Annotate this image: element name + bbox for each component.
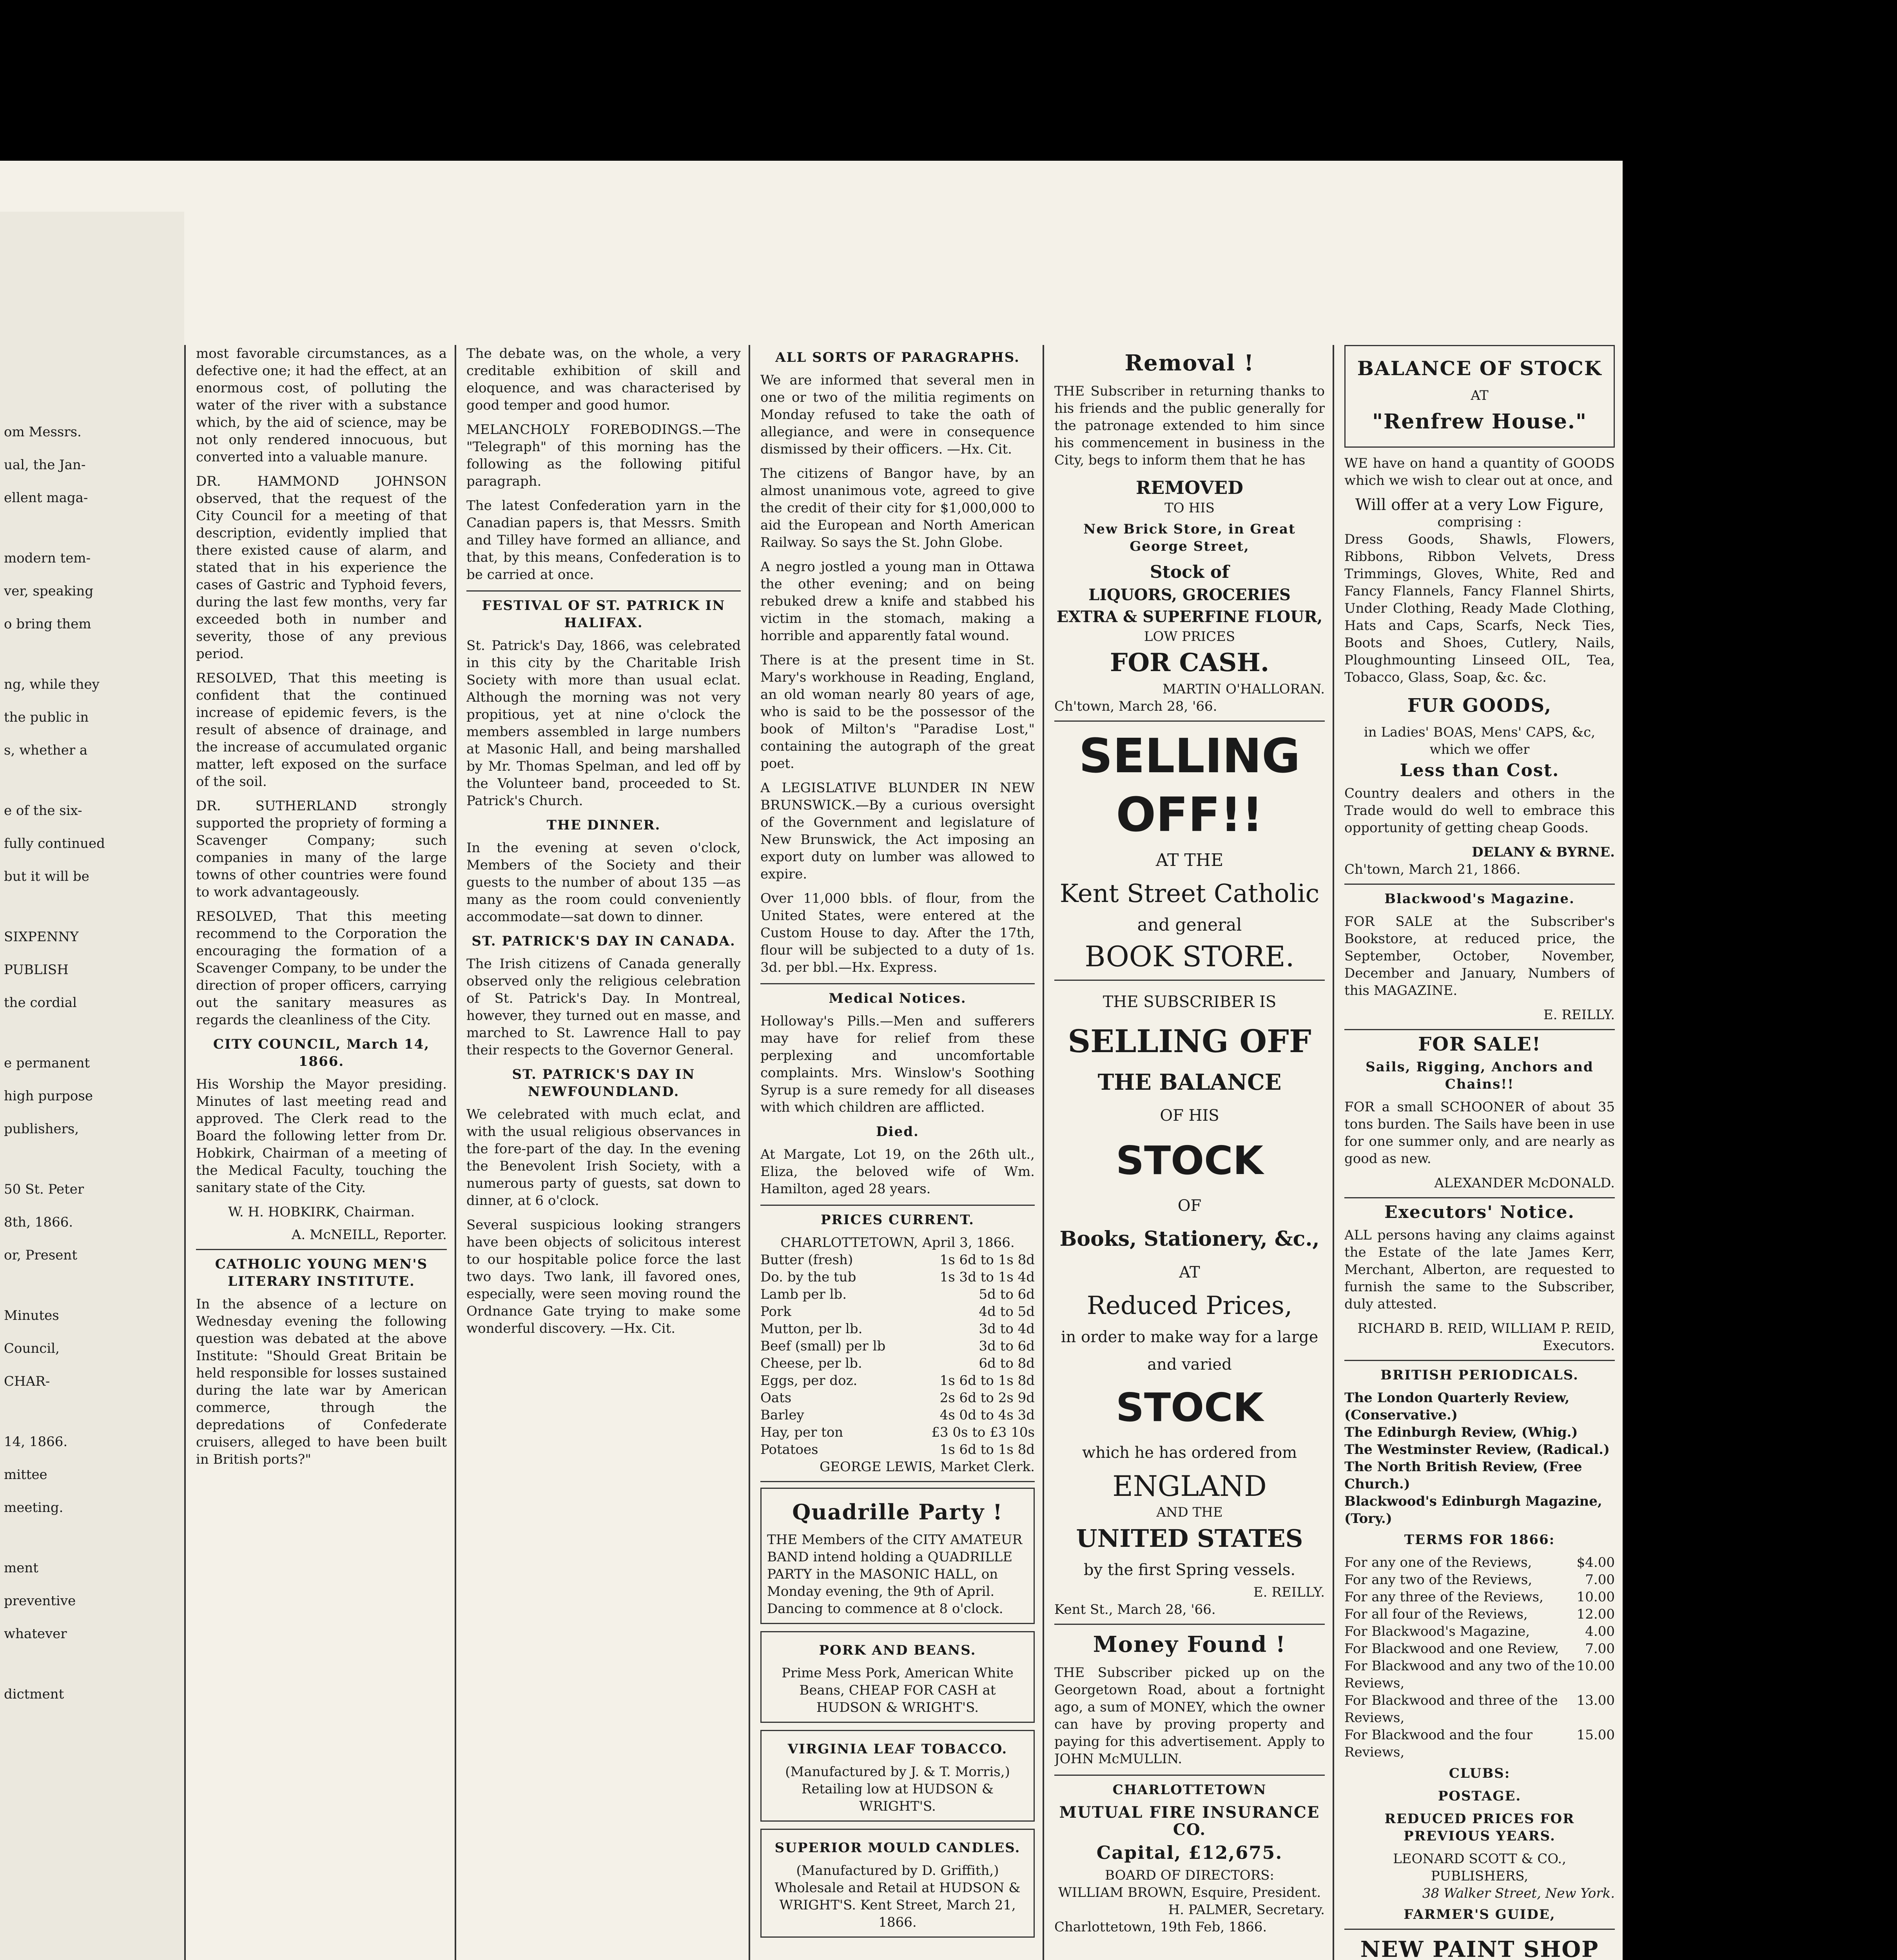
fragment-line: but it will be: [4, 869, 89, 884]
balance-title: BALANCE OF STOCK: [1357, 357, 1602, 380]
scott-address: 38 Walker Street, New York.: [1422, 1886, 1615, 1901]
newfoundland-heading: ST. PATRICK'S DAY IN NEWFOUNDLAND.: [512, 1067, 695, 1100]
selling-off-headline: SELLING OFF!!: [1079, 729, 1300, 842]
price-row: [760, 1441, 1035, 1458]
terms-table: [1344, 1554, 1615, 1761]
balance-at: AT: [1471, 388, 1489, 403]
of: OF: [1177, 1197, 1202, 1215]
executors-text: ALL persons having any claims against the Estate of the late James Kerr, Merchant, Alberton, are requested to furnish the same to the Subscriber, duly attested.: [1344, 1227, 1615, 1312]
medical-heading: Medical Notices.: [829, 991, 967, 1006]
and-general: and general: [1137, 915, 1242, 935]
price-row: [760, 1286, 1035, 1303]
terms-row: [1344, 1640, 1615, 1657]
insurance-board: BOARD OF DIRECTORS:: [1104, 1867, 1274, 1883]
terms-row: [1344, 1726, 1615, 1761]
paragraph: The latest Confederation yarn in the Canadian papers is, that Messrs. Smith and Tilley have formed an alliance, and that, by this means, Confederation is to be carried at once.: [466, 498, 741, 583]
fragment-line: om Messrs.: [4, 424, 82, 440]
insurance-title: MUTUAL FIRE INSURANCE CO.: [1059, 1803, 1320, 1839]
fragment-line: 14, 1866.: [4, 1434, 68, 1450]
fragment-line: fully continued: [4, 836, 105, 851]
column-adverts-right: [1344, 345, 1615, 1960]
divider: [1054, 1775, 1325, 1776]
price-value: 4d to 5d: [979, 1304, 1035, 1319]
newfoundland-text: We celebrated with much eclat, and with the usual religious observances in the fore-part of the day. In the evening the Benevolent Irish Society, with a numerous party of guests, sat down to dinner, at 6 o'clock.: [466, 1107, 741, 1209]
paragraph: We are informed that several men in one or two of the militia regiments on Monday refused to take the oath of allegiance, and were in consequence dismissed by their officers. —Hx. Cit.: [760, 372, 1035, 457]
divider: [1344, 1360, 1615, 1361]
terms-price: $4.00: [1576, 1555, 1615, 1570]
paragraph: DR. SUTHERLAND strongly supported the propriety of forming a Scavenger Company; such companies in many of the large towns of other countries were found to work advantageously.: [196, 798, 447, 900]
paragraph: DR. HAMMOND JOHNSON observed, that the request of the City Council for a meeting of that description, evidently implied that there existed cause of alarm, and stated that in his experience the cases of Gastric and Typhoid fevers, during the last few months, very far exceeded both in number and severity, those of any previous period.: [196, 474, 447, 662]
paragraph: There is at the present time in St. Mary's workhouse in Reading, England, an old woman nearly 80 years of age, who is said to be the possessor of the book of Milton's "Paradise Lost," containing the autograph of the great poet.: [760, 652, 1035, 771]
insurance-secretary: H. PALMER, Secretary.: [1168, 1902, 1325, 1918]
fragment-line: CHAR-: [4, 1374, 50, 1389]
farmers-guide: FARMER'S GUIDE,: [1404, 1907, 1556, 1922]
price-value: 1s 3d to 1s 4d: [939, 1269, 1035, 1285]
fragment-line: o bring them: [4, 616, 91, 632]
fragment-line: ng, while they: [4, 677, 100, 692]
spring: by the first Spring vessels.: [1083, 1561, 1296, 1579]
price-row: [760, 1338, 1035, 1355]
column-sanitary: [196, 345, 447, 1475]
divider: [1054, 980, 1325, 981]
price-item: Cheese, per lb.: [760, 1356, 862, 1371]
divider: [1054, 1624, 1325, 1625]
divider: [1344, 1929, 1615, 1930]
price-item: Do. by the tub: [760, 1269, 856, 1285]
divider: [760, 983, 1035, 984]
terms-row: [1344, 1623, 1615, 1640]
fragment-line: 8th, 1866.: [4, 1214, 73, 1230]
offer: Will offer at a very Low Figure,: [1355, 496, 1604, 514]
fragment-line: e of the six-: [4, 803, 82, 818]
price-item: Lamb per lb.: [760, 1287, 847, 1302]
furs-text: in Ladies' BOAS, Mens' CAPS, &c, which we offer: [1364, 724, 1596, 757]
divider: [1344, 1029, 1615, 1030]
paint-title: NEW PAINT SHOP: [1360, 1936, 1599, 1960]
removal-date: Ch'town, March 28, '66.: [1054, 699, 1217, 714]
divider: [1344, 1197, 1615, 1198]
fragment-line: meeting.: [4, 1500, 63, 1515]
removal-signature: MARTIN O'HALLORAN.: [1162, 681, 1325, 697]
terms-row: [1344, 1571, 1615, 1588]
stock-of: Stock of: [1150, 562, 1230, 582]
terms-price: 7.00: [1585, 1641, 1615, 1657]
fragment-line: the public in: [4, 710, 89, 725]
paragraph: MELANCHOLY FOREBODINGS.—The "Telegraph" of this morning has the following as the following pitiful paragraph.: [466, 422, 741, 489]
fragment-line: publishers,: [4, 1121, 79, 1137]
quadrille-title: Quadrille Party !: [792, 1499, 1003, 1524]
terms-label: For Blackwood and three of the Reviews,: [1344, 1693, 1558, 1726]
make-way: in order to make way for a large: [1061, 1328, 1318, 1346]
and-the: AND THE: [1156, 1504, 1223, 1520]
terms-row: [1344, 1588, 1615, 1606]
terms-row: [1344, 1657, 1615, 1692]
stock-headline-2: STOCK: [1115, 1385, 1264, 1430]
prices-subheading: CHARLOTTETOWN, April 3, 1866.: [780, 1235, 1015, 1250]
of-his: OF HIS: [1160, 1107, 1219, 1125]
council-text: His Worship the Mayor presiding. Minutes of last meeting read and approved. The Clerk read to the Board the following letter from Dr. Hobkirk, Chairman of a meeting of the Medical Faculty, touching the sanitary state of the City.: [196, 1076, 447, 1196]
terms-price: 4.00: [1585, 1624, 1615, 1639]
fragment-line: high purpose: [4, 1088, 93, 1104]
festival-heading: FESTIVAL OF ST. PATRICK IN HALIFAX.: [482, 598, 725, 631]
canada-heading: ST. PATRICK'S DAY IN CANADA.: [472, 933, 736, 949]
fragment-line: Council,: [4, 1341, 60, 1356]
column-fragments: [4, 423, 176, 1719]
candles-title: SUPERIOR MOULD CANDLES.: [774, 1840, 1021, 1856]
terms-row: [1344, 1554, 1615, 1571]
divider: [1344, 884, 1615, 885]
reilly-signature: E. REILLY.: [1253, 1584, 1325, 1600]
price-item: Oats: [760, 1390, 792, 1406]
insurance-town: CHARLOTTETOWN: [1112, 1782, 1267, 1798]
price-item: Beef (small) per lb: [760, 1338, 886, 1354]
reduced: Reduced Prices,: [1086, 1291, 1293, 1320]
price-row: [760, 1406, 1035, 1424]
fragment-line: Minutes: [4, 1308, 59, 1323]
periodical-item: The North British Review, (Free Church.): [1344, 1459, 1582, 1492]
low-prices: LOW PRICES: [1144, 629, 1235, 644]
executors-signature: RICHARD B. REID, WILLIAM P. REID, Executors.: [1357, 1321, 1615, 1354]
balance-text: WE have on hand a quantity of GOODS which we wish to clear out at once, and: [1344, 456, 1615, 488]
ordered: which he has ordered from: [1082, 1444, 1297, 1462]
terms-label: For Blackwood's Magazine,: [1344, 1624, 1530, 1639]
paragraph: RESOLVED, That this meeting is confident that the continued increase of epidemic fevers, is the result of absence of drainage, and the increase of accumulated organic matter, left exposed on the surface of the soil.: [196, 670, 447, 789]
terms-label: For Blackwood and the four Reviews,: [1344, 1727, 1533, 1760]
column-rule: [749, 345, 750, 1960]
money-title: Money Found !: [1093, 1632, 1286, 1657]
price-row: [760, 1269, 1035, 1286]
kent-street: Kent Street Catholic: [1059, 879, 1320, 908]
price-row: [760, 1372, 1035, 1389]
price-row: [760, 1303, 1035, 1320]
column-rule: [1043, 345, 1044, 1960]
periodicals-list: [1344, 1389, 1615, 1527]
periodical-item: The Edinburgh Review, (Whig.): [1344, 1425, 1578, 1440]
terms-row: [1344, 1692, 1615, 1726]
medical-text: Holloway's Pills.—Men and sufferers may have for relief from these perplexing and uncomfortable complaints. Mrs. Winslow's Soothing Syrup is a sure remedy for all diseases with which children are afflicted.: [760, 1013, 1035, 1115]
column-rule: [1333, 345, 1334, 1960]
price-item: Eggs, per doz.: [760, 1373, 858, 1388]
terms-price: 15.00: [1576, 1727, 1615, 1743]
pork-title: PORK AND BEANS.: [819, 1642, 976, 1658]
blackwood-text: FOR SALE at the Subscriber's Bookstore, at reduced price, the September, October, November, December and January, Numbers of this MAGAZINE.: [1344, 914, 1615, 998]
pork-ad: [760, 1631, 1035, 1723]
institute-heading: CATHOLIC YOUNG MEN'S LITERARY INSTITUTE.: [215, 1256, 428, 1289]
divider: [1054, 720, 1325, 722]
new-store: New Brick Store, in Great George Street,: [1083, 521, 1296, 554]
divider: [760, 1481, 1035, 1482]
terms-price: 7.00: [1585, 1572, 1615, 1588]
price-item: Potatoes: [760, 1442, 818, 1457]
paragraphs-heading: ALL SORTS OF PARAGRAPHS.: [775, 350, 1020, 365]
goods-list: Dress Goods, Shawls, Flowers, Ribbons, Ribbon Velvets, Dress Trimmings, Gloves, White, Red and Fancy Flannels, Fancy Flannel Shirts, Under Clothing, Ready Made Clothing, Hats and Caps, Scarfs, Neck Ties, Boots and Shoes, Cutlery, Nails, Ploughmounting Linseed OIL, Tea, Tobacco, Glass, Soap, &c. &c.: [1344, 532, 1615, 685]
price-value: 2s 6d to 2s 9d: [939, 1390, 1035, 1406]
column-st-patrick: [466, 345, 741, 1344]
postage-heading: POSTAGE.: [1438, 1788, 1522, 1804]
price-row: [760, 1251, 1035, 1269]
fragment-line: or, Present: [4, 1247, 77, 1263]
removal-title: Removal !: [1124, 350, 1255, 376]
institute-text: In the absence of a lecture on Wednesday evening the following question was debated at the above Institute: "Should Great Britain be held responsible for losses sustained during the late war by American commerce, through the depredations of Confederate cruisers, alleged to have been built in British ports?": [196, 1296, 447, 1467]
paragraph: The debate was, on the whole, a very creditable exhibition of skill and eloquence, and was characterised by good temper and good humor.: [466, 346, 741, 413]
periodical-item: Blackwood's Edinburgh Magazine, (Tory.): [1344, 1494, 1602, 1526]
reporter: A. McNEILL, Reporter.: [291, 1227, 447, 1243]
quadrille-ad: [760, 1488, 1035, 1624]
insurance-capital: Capital, £12,675.: [1096, 1842, 1283, 1863]
books: Books, Stationery, &c.,: [1059, 1227, 1320, 1251]
price-item: Butter (fresh): [760, 1252, 853, 1268]
furs-title: FUR GOODS,: [1407, 695, 1552, 717]
at-the: AT THE: [1155, 850, 1224, 870]
delany-signature: DELANY & BYRNE.: [1472, 844, 1615, 860]
dinner-heading: THE DINNER.: [546, 817, 661, 833]
price-value: 5d to 6d: [979, 1287, 1035, 1302]
removed: REMOVED: [1135, 477, 1244, 498]
terms-price: 10.00: [1576, 1589, 1615, 1605]
canada-text: The Irish citizens of Canada generally observed only the religious celebration of St. Patrick's Day. In Montreal, however, they turned out en masse, and marched to St. Lawrence Hall to pay their respects to the Governor General.: [466, 956, 741, 1058]
reduced-heading: REDUCED PRICES FOR PREVIOUS YEARS.: [1384, 1811, 1575, 1844]
terms-price: 13.00: [1576, 1693, 1615, 1708]
prices-table: [760, 1251, 1035, 1458]
council-heading: CITY COUNCIL, March 14, 1866.: [213, 1036, 430, 1069]
column-rule: [184, 345, 186, 1960]
price-row: [760, 1389, 1035, 1406]
price-item: Barley: [760, 1407, 804, 1423]
fragment-line: PUBLISH: [4, 962, 69, 978]
column-paragraphs: [760, 345, 1035, 1945]
fragment-line: ver, speaking: [4, 583, 94, 599]
blackwood-signature: E. REILLY.: [1543, 1007, 1615, 1023]
pork-text: Prime Mess Pork, American White Beans, CHEAP FOR CASH at HUDSON & WRIGHT'S.: [782, 1665, 1014, 1715]
fragment-line: 50 St. Peter: [4, 1181, 84, 1197]
terms-price: 10.00: [1576, 1658, 1615, 1674]
selling-off: SELLING OFF: [1068, 1023, 1311, 1060]
signature: W. H. HOBKIRK, Chairman.: [228, 1204, 415, 1220]
fragment-line: mittee: [4, 1467, 47, 1483]
fragment-line: ment: [4, 1560, 38, 1576]
delany-date: Ch'town, March 21, 1866.: [1344, 862, 1521, 877]
price-row: [760, 1355, 1035, 1372]
prices-heading: PRICES CURRENT.: [820, 1212, 975, 1228]
price-value: 1s 6d to 1s 8d: [939, 1442, 1035, 1457]
scott-publishers: LEONARD SCOTT & CO., PUBLISHERS,: [1393, 1851, 1566, 1884]
insurance-president: WILLIAM BROWN, Esquire, President.: [1058, 1885, 1321, 1900]
subscriber: THE SUBSCRIBER IS: [1103, 993, 1277, 1011]
terms-price: 12.00: [1576, 1606, 1615, 1622]
the-balance: THE BALANCE: [1097, 1069, 1282, 1095]
prices-signature: GEORGE LEWIS, Market Clerk.: [820, 1459, 1035, 1475]
price-value: £3 0s to £3 10s: [931, 1425, 1035, 1440]
terms-label: For any three of the Reviews,: [1344, 1589, 1543, 1605]
book-store: BOOK STORE.: [1085, 940, 1295, 973]
liquors: LIQUORS, GROCERIES: [1088, 586, 1291, 604]
renfrew-house: "Renfrew House.": [1372, 410, 1587, 434]
for-cash: FOR CASH.: [1110, 648, 1270, 677]
sale-title: FOR SALE!: [1418, 1033, 1541, 1055]
price-value: 4s 0d to 4s 3d: [939, 1407, 1035, 1423]
price-item: Hay, per ton: [760, 1425, 843, 1440]
closing-text: Several suspicious looking strangers have been objects of solicitous interest to our hospitable police force the last two days. Two lank, ill favored ones, especially, were seen moving round the Ordnance Gate trying to make some wonderful discovery. —Hx. Cit.: [466, 1217, 741, 1336]
sale-signature: ALEXANDER McDONALD.: [1434, 1175, 1615, 1191]
fragment-line: preventive: [4, 1593, 76, 1609]
paragraph: The citizens of Bangor have, by an almost unanimous vote, agreed to give the credit of their city for $1,000,000 to aid the European and North American Railway. So says the St. John Globe.: [760, 466, 1035, 550]
price-row: [760, 1320, 1035, 1338]
paragraph: Over 11,000 bbls. of flour, from the United States, were entered at the Custom House to day. After the 17th, flour will be subjected to a duty of 1s. 3d. per bbl.—Hx. Express.: [760, 891, 1035, 975]
fragment-line: SIXPENNY: [4, 929, 79, 945]
divider: [196, 1249, 447, 1250]
terms-label: For any two of the Reviews,: [1344, 1572, 1532, 1588]
candles-text: (Manufactured by D. Griffith,) Wholesale and Retail at HUDSON & WRIGHT'S. Kent Street, March 21, 1866.: [774, 1863, 1021, 1930]
virginia-title: VIRGINIA LEAF TOBACCO.: [787, 1741, 1008, 1757]
kent-date: Kent St., March 28, '66.: [1054, 1602, 1216, 1617]
price-item: Mutton, per lb.: [760, 1321, 863, 1337]
terms-label: For any one of the Reviews,: [1344, 1555, 1532, 1570]
paragraph: most favorable circumstances, as a defective one; it had the effect, at an enormous cost, of polluting the water of the river with a substance which, by the aid of science, may be not only rendered innocuous, but converted into a valuable manure.: [196, 346, 447, 465]
united-states: UNITED STATES: [1076, 1524, 1303, 1553]
at: AT: [1179, 1263, 1200, 1281]
died-heading: Died.: [876, 1124, 919, 1140]
virginia-ad: [760, 1730, 1035, 1822]
column-rule: [455, 345, 456, 1960]
fragment-line: whatever: [4, 1626, 67, 1642]
quadrille-text: THE Members of the CITY AMATEUR BAND intend holding a QUADRILLE PARTY in the MASONIC HALL, on Monday evening, the 9th of April. Dancing to commence at 8 o'clock.: [767, 1532, 1023, 1617]
price-value: 6d to 8d: [979, 1356, 1035, 1371]
stock-headline: STOCK: [1115, 1138, 1264, 1183]
terms-label: For Blackwood and one Review,: [1344, 1641, 1559, 1657]
price-value: 1s 6d to 1s 8d: [939, 1252, 1035, 1268]
paragraph: RESOLVED, That this meeting recommend to the Corporation the encouraging the formation of a Scavenger Company, to be under the direction of proper officers, carrying out the sanitary measures as regards the cleanliness of the City.: [196, 909, 447, 1028]
flour: EXTRA & SUPERFINE FLOUR,: [1056, 608, 1323, 626]
divider: [466, 590, 741, 592]
fragment-line: s, whether a: [4, 742, 88, 758]
country-text: Country dealers and others in the Trade would do well to embrace this opportunity of getting cheap Goods.: [1344, 786, 1615, 836]
sale-subtitle: Sails, Rigging, Anchors and Chains!!: [1366, 1059, 1594, 1092]
clubs-heading: CLUBS:: [1449, 1766, 1511, 1781]
paragraph: A LEGISLATIVE BLUNDER IN NEW BRUNSWICK.—By a curious oversight of the Government and legislature of New Brunswick, the Act imposing an export duty on lumber was allowed to expire.: [760, 780, 1035, 882]
terms-title: TERMS FOR 1866:: [1404, 1532, 1555, 1548]
varied: and varied: [1147, 1356, 1232, 1374]
periodical-item: The Westminster Review, (Radical.): [1344, 1442, 1610, 1457]
died-text: At Margate, Lot 19, on the 26th ult., Eliza, the beloved wife of Wm. Hamilton, aged 28 years.: [760, 1147, 1035, 1197]
divider: [760, 1205, 1035, 1206]
fragment-line: ual, the Jan-: [4, 457, 86, 473]
comprising: comprising :: [1437, 514, 1522, 530]
price-value: 3d to 4d: [979, 1321, 1035, 1337]
executors-title: Executors' Notice.: [1384, 1202, 1575, 1222]
price-item: Pork: [760, 1304, 791, 1319]
blackwood-title: Blackwood's Magazine.: [1384, 891, 1575, 907]
price-value: 1s 6d to 1s 8d: [939, 1373, 1035, 1388]
money-text: THE Subscriber picked up on the Georgetown Road, about a fortnight ago, a sum of MONEY, which the owner can have by proving property and paying for this advertisement. Apply to JOHN McMULLIN.: [1054, 1665, 1325, 1767]
virginia-text: (Manufactured by J. & T. Morris,) Retailing low at HUDSON & WRIGHT'S.: [785, 1764, 1010, 1814]
fragment-line: ellent maga-: [4, 490, 88, 506]
fragment-line: dictment: [4, 1686, 64, 1702]
column-adverts-center: [1054, 345, 1325, 1936]
candles-ad: [760, 1829, 1035, 1938]
less-cost: Less than Cost.: [1400, 760, 1560, 780]
terms-row: [1344, 1606, 1615, 1623]
fragment-line: e permanent: [4, 1055, 90, 1071]
removal-text: THE Subscriber in returning thanks to his friends and the public generally for the patronage extended to him since his commencement in business in the City, begs to inform them that he has: [1054, 383, 1325, 468]
price-value: 3d to 6d: [979, 1338, 1035, 1354]
to-his: TO HIS: [1164, 500, 1215, 516]
paragraph: A negro jostled a young man in Ottawa the other evening; and on being rebuked drew a knife and stabbed his victim in the stomach, making a horrible and apparently fatal wound.: [760, 559, 1035, 644]
fragment-line: modern tem-: [4, 550, 91, 566]
periodical-item: The London Quarterly Review, (Conservative.): [1344, 1390, 1570, 1423]
festival-text: St. Patrick's Day, 1866, was celebrated in this city by the Charitable Irish Society with more than usual eclat. Although the morning was not very propitious, yet at nine o'clock the members assembled in large numbers at Masonic Hall, and being marshalled by Mr. Thomas Spelman, and led off by the Volunteer band, proceeded to St. Patrick's Church.: [466, 638, 741, 809]
terms-label: For Blackwood and any two of the Reviews,: [1344, 1658, 1575, 1691]
balance-ad: [1344, 345, 1615, 448]
sale-text: FOR a small SCHOONER of about 35 tons burden. The Sails have been in use for one summer only, and are nearly as good as new.: [1344, 1099, 1615, 1167]
price-row: [760, 1424, 1035, 1441]
terms-label: For all four of the Reviews,: [1344, 1606, 1528, 1622]
british-title: BRITISH PERIODICALS.: [1380, 1367, 1579, 1383]
england: ENGLAND: [1112, 1470, 1267, 1503]
dinner-text: In the evening at seven o'clock, Members of the Society and their guests to the number of about 135 —as many as the room could conveniently accommodate—sat down to dinner.: [466, 840, 741, 925]
insurance-date: Charlottetown, 19th Feb, 1866.: [1054, 1919, 1267, 1935]
fragment-line: the cordial: [4, 995, 77, 1011]
